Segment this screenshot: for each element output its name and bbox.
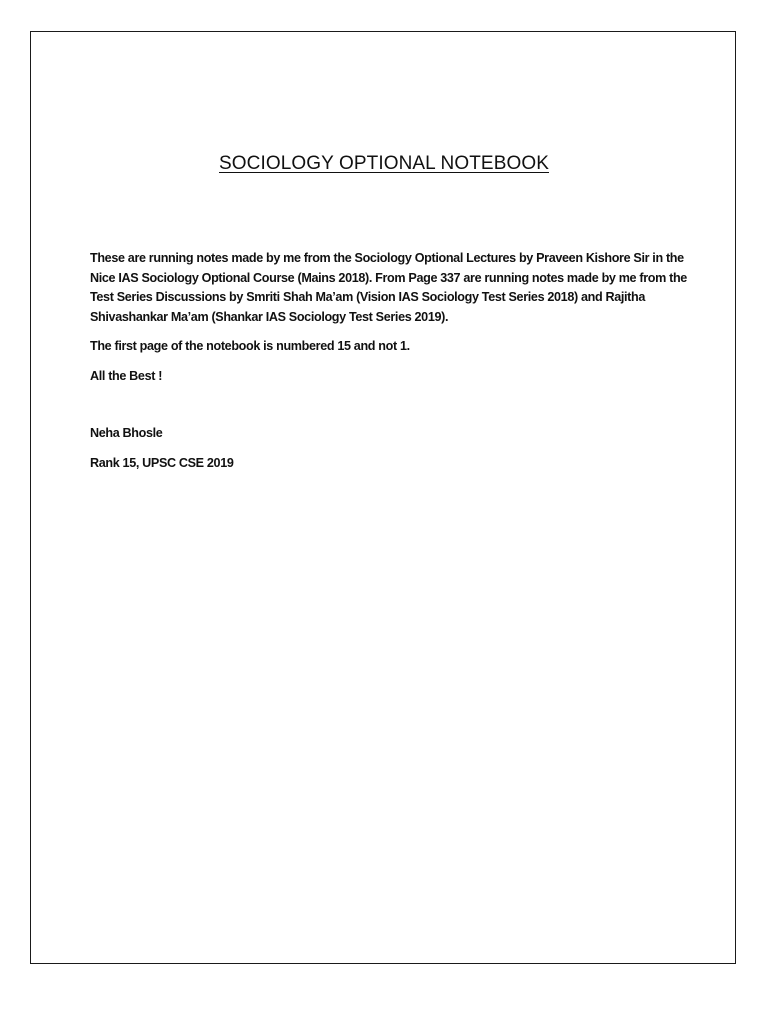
spacer (90, 396, 690, 424)
author-rank: Rank 15, UPSC CSE 2019 (90, 455, 234, 470)
author-name: Neha Bhosle (90, 426, 163, 440)
best-wishes: All the Best ! (90, 368, 163, 383)
page-numbering-note: The first page of the notebook is numbered 15 and not 1. (90, 339, 410, 353)
document-body (90, 249, 690, 483)
document-title: SOCIOLOGY OPTIONAL NOTEBOOK (219, 153, 549, 174)
intro-paragraph: These are running notes made by me from the Sociology Optional Lectures by Praveen Kishore Sir in the Nice IAS Sociology Optional Course (Mains 2018). From Page 337 are running notes made by me from the Test Series Discussions by Smriti Shah Ma’am (Vision IAS Sociology Test Series 2018) and Rajitha Shivashankar Ma’am (Shankar IAS Sociology Test Series 2019). (90, 251, 687, 324)
